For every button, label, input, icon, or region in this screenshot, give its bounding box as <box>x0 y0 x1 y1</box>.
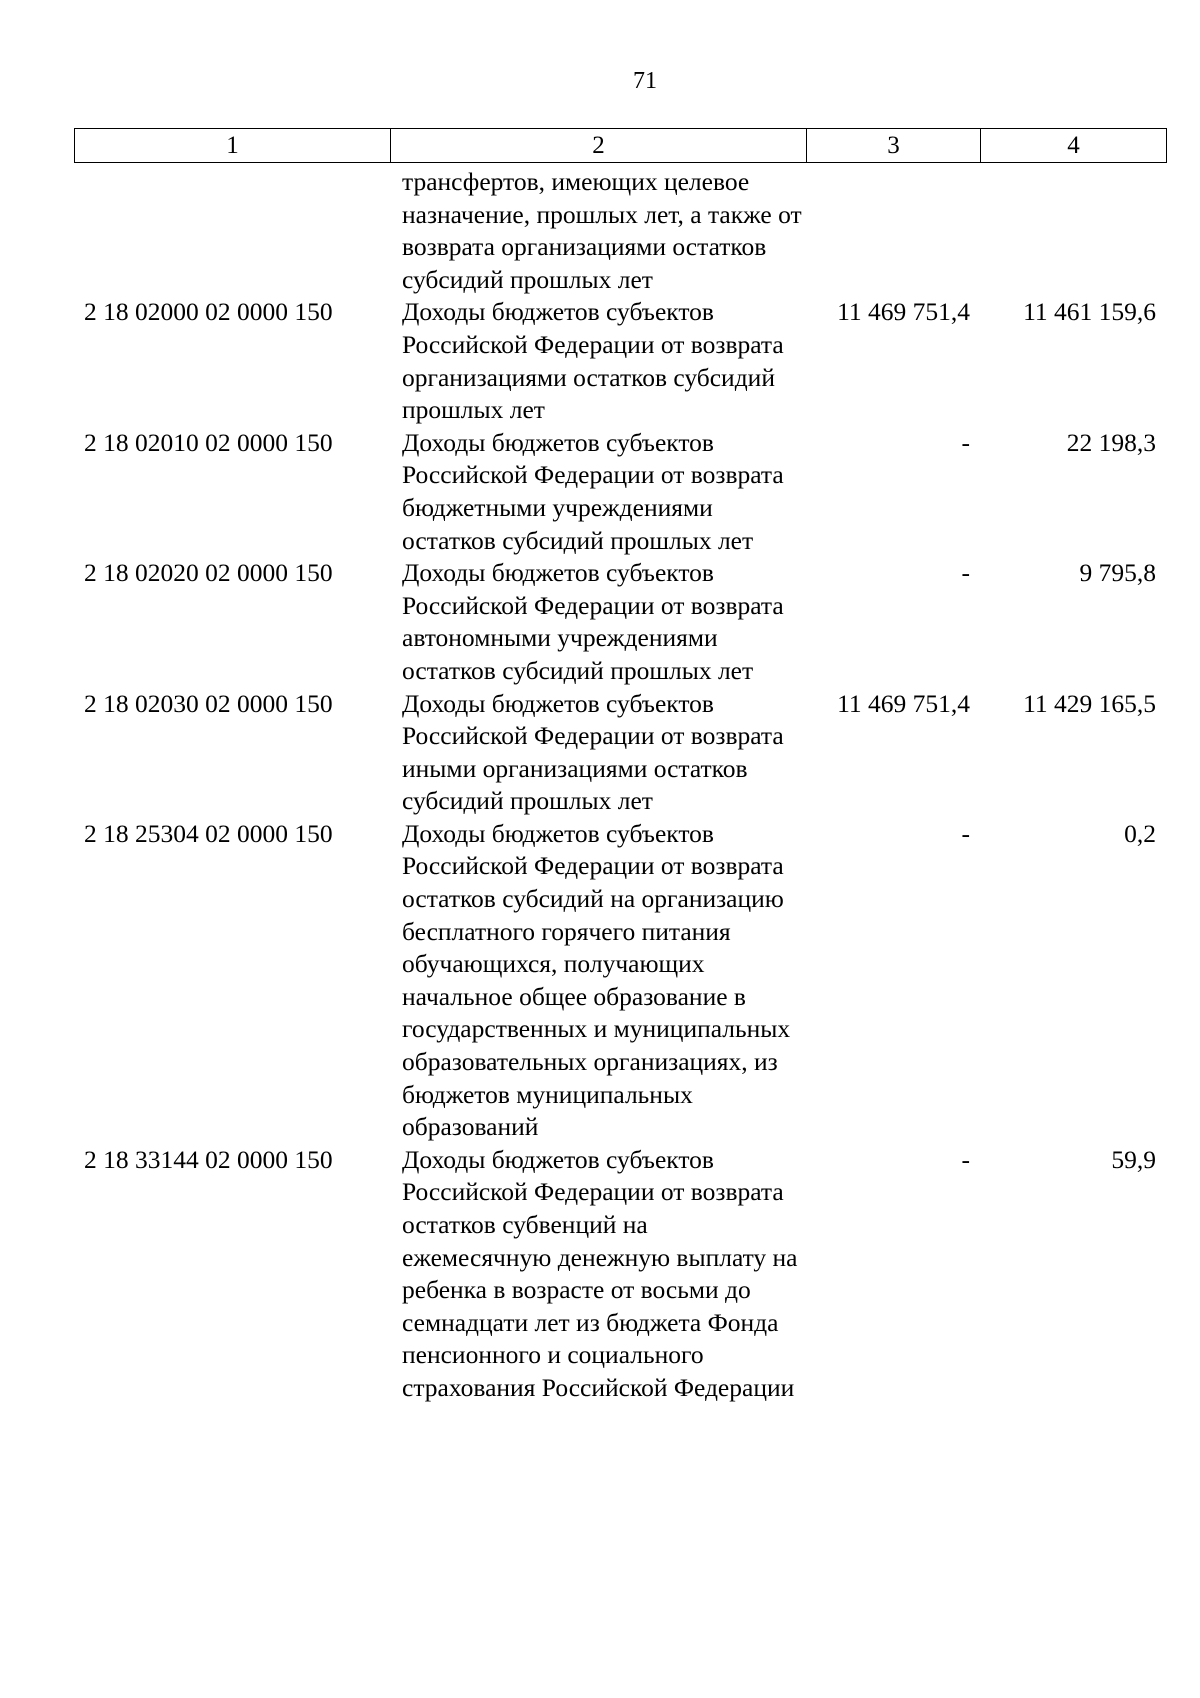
amount-col4: 9 795,8 <box>1079 558 1156 588</box>
table-row <box>74 1144 1166 1405</box>
column-header-table <box>74 128 1167 163</box>
column-header-1: 1 <box>75 129 391 163</box>
table-row-continuation <box>74 166 1166 296</box>
budget-code: 2 18 02030 02 0000 150 <box>84 688 333 718</box>
budget-code: 2 18 02020 02 0000 150 <box>84 558 333 588</box>
amount-col3: 11 469 751,4 <box>837 688 970 718</box>
revenue-name: Доходы бюджетов субъектов Российской Федерации от возврата организациями остатков субсидий прошлых лет <box>402 297 784 425</box>
amount-col3: - <box>961 427 970 457</box>
revenue-name: Доходы бюджетов субъектов Российской Федерации от возврата бюджетными учреждениями остатков субсидий прошлых лет <box>402 427 784 555</box>
amount-cell <box>806 166 980 296</box>
revenue-name: Доходы бюджетов субъектов Российской Федерации от возврата иными организациями остатков субсидий прошлых лет <box>402 688 784 816</box>
budget-code: 2 18 02000 02 0000 150 <box>84 297 333 327</box>
amount-col3: - <box>961 1144 970 1174</box>
table-row <box>74 818 1166 1144</box>
amount-col4: 11 461 159,6 <box>1023 297 1156 327</box>
revenue-table <box>74 166 1166 1405</box>
amount-col4: 11 429 165,5 <box>1023 688 1156 718</box>
amount-col4: 22 198,3 <box>1066 427 1156 457</box>
budget-code: 2 18 25304 02 0000 150 <box>84 818 333 848</box>
budget-code: 2 18 33144 02 0000 150 <box>84 1144 333 1174</box>
column-header-4: 4 <box>981 129 1167 163</box>
amount-col3: - <box>961 558 970 588</box>
table-row <box>74 427 1166 557</box>
revenue-name: Доходы бюджетов субъектов Российской Федерации от возврата остатков субсидий на организацию бесплатного горячего питания обучающихся, получающих начальное общее образование в государственных и муниципальных образовательных организациях, из бюджетов муниципальных образований <box>402 818 791 1142</box>
code-cell <box>74 166 390 296</box>
column-header-3: 3 <box>807 129 981 163</box>
revenue-name: Доходы бюджетов субъектов Российской Федерации от возврата автономными учреждениями остатков субсидий прошлых лет <box>402 558 784 685</box>
amount-col4: 0,2 <box>1124 818 1156 848</box>
continuation-text: трансфертов, имеющих целевое назначение, прошлых лет, а также от возврата организациями остатков субсидий прошлых лет <box>402 167 802 294</box>
table-row <box>74 296 1166 426</box>
table-row <box>74 557 1166 687</box>
page-number: 71 <box>633 68 657 94</box>
budget-code: 2 18 02010 02 0000 150 <box>84 427 333 457</box>
amount-cell <box>980 166 1166 296</box>
column-header-row <box>75 129 1167 163</box>
amount-col4: 59,9 <box>1111 1144 1156 1174</box>
revenue-name: Доходы бюджетов субъектов Российской Федерации от возврата остатков субвенций на ежемесячную денежную выплату на ребенка в возрасте от восьми до семнадцати лет из бюджета Фонда пенсионного и социального страхования Российской Федерации <box>402 1144 798 1402</box>
amount-col3: 11 469 751,4 <box>837 297 970 327</box>
table-row <box>74 688 1166 818</box>
column-header-2: 2 <box>391 129 807 163</box>
amount-col3: - <box>961 818 970 848</box>
